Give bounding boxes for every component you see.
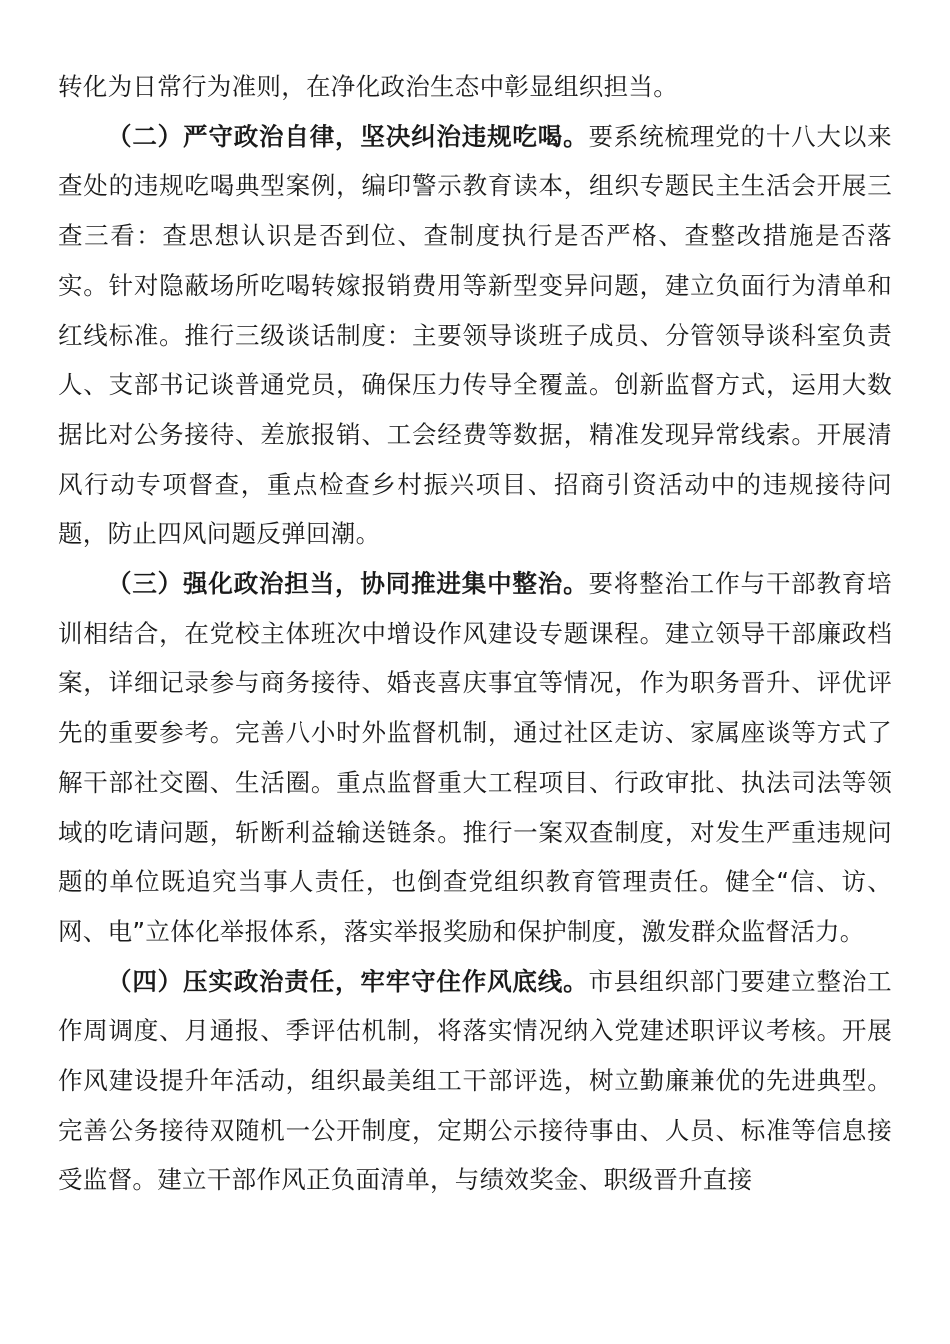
paragraph-text: 要将整治工作与干部教育培训相结合，在党校主体班次中增设作风建设专题课程。建立领导干部廉政档案，详细记录参与商务接待、婚丧喜庆事宜等情况，作为职务晋升、评优评先的重要参考。完善八小时外监督机制，通过社区走访、家属座谈等方式了解干部社交圈、生活圈。重点监督重大工程项目、行政审批、执法司法等领域的吃请问题，斩断利益输送链条。推行一案双查制度，对发生严重违规问题的单位既追究当事人责任，也倒查党组织教育管理责任。健全“信、访、网、电”立体化举报体系，落实举报奖励和保护制度，激发群众监督活力。 xyxy=(58,569,892,946)
paragraph-section-2 xyxy=(58,112,892,559)
section-heading: （二）严守政治自律，坚决纠治违规吃喝。 xyxy=(107,121,589,151)
paragraph-continuation xyxy=(58,62,892,112)
paragraph-section-4 xyxy=(58,957,892,1206)
paragraph-text: 转化为日常行为准则，在净化政治生态中彰显组织担当。 xyxy=(58,72,678,101)
section-heading: （四）压实政治责任，牢牢守住作风底线。 xyxy=(107,966,589,996)
paragraph-section-3 xyxy=(58,559,892,957)
section-heading: （三）强化政治担当，协同推进集中整治。 xyxy=(107,569,589,599)
document-body xyxy=(58,62,892,1205)
paragraph-text: 要系统梳理党的十八大以来查处的违规吃喝典型案例，编印警示教育读本，组织专题民主生活会开展三查三看：查思想认识是否到位、查制度执行是否严格、查整改措施是否落实。针对隐蔽场所吃喝转嫁报销费用等新型变异问题，建立负面行为清单和红线标准。推行三级谈话制度：主要领导谈班子成员、分管领导谈科室负责人、支部书记谈普通党员，确保压力传导全覆盖。创新监督方式，运用大数据比对公务接待、差旅报销、工会经费等数据，精准发现异常线索。开展清风行动专项督查，重点检查乡村振兴项目、招商引资活动中的违规接待问题，防止四风问题反弹回潮。 xyxy=(58,121,892,549)
paragraph-text: 市县组织部门要建立整治工作周调度、月通报、季评估机制，将落实情况纳入党建述职评议考核。开展作风建设提升年活动，组织最美组工干部评选，树立勤廉兼优的先进典型。完善公务接待双随机一公开制度，定期公示接待事由、人员、标准等信息接受监督。建立干部作风正负面清单，与绩效奖金、职级晋升直接 xyxy=(58,966,892,1195)
